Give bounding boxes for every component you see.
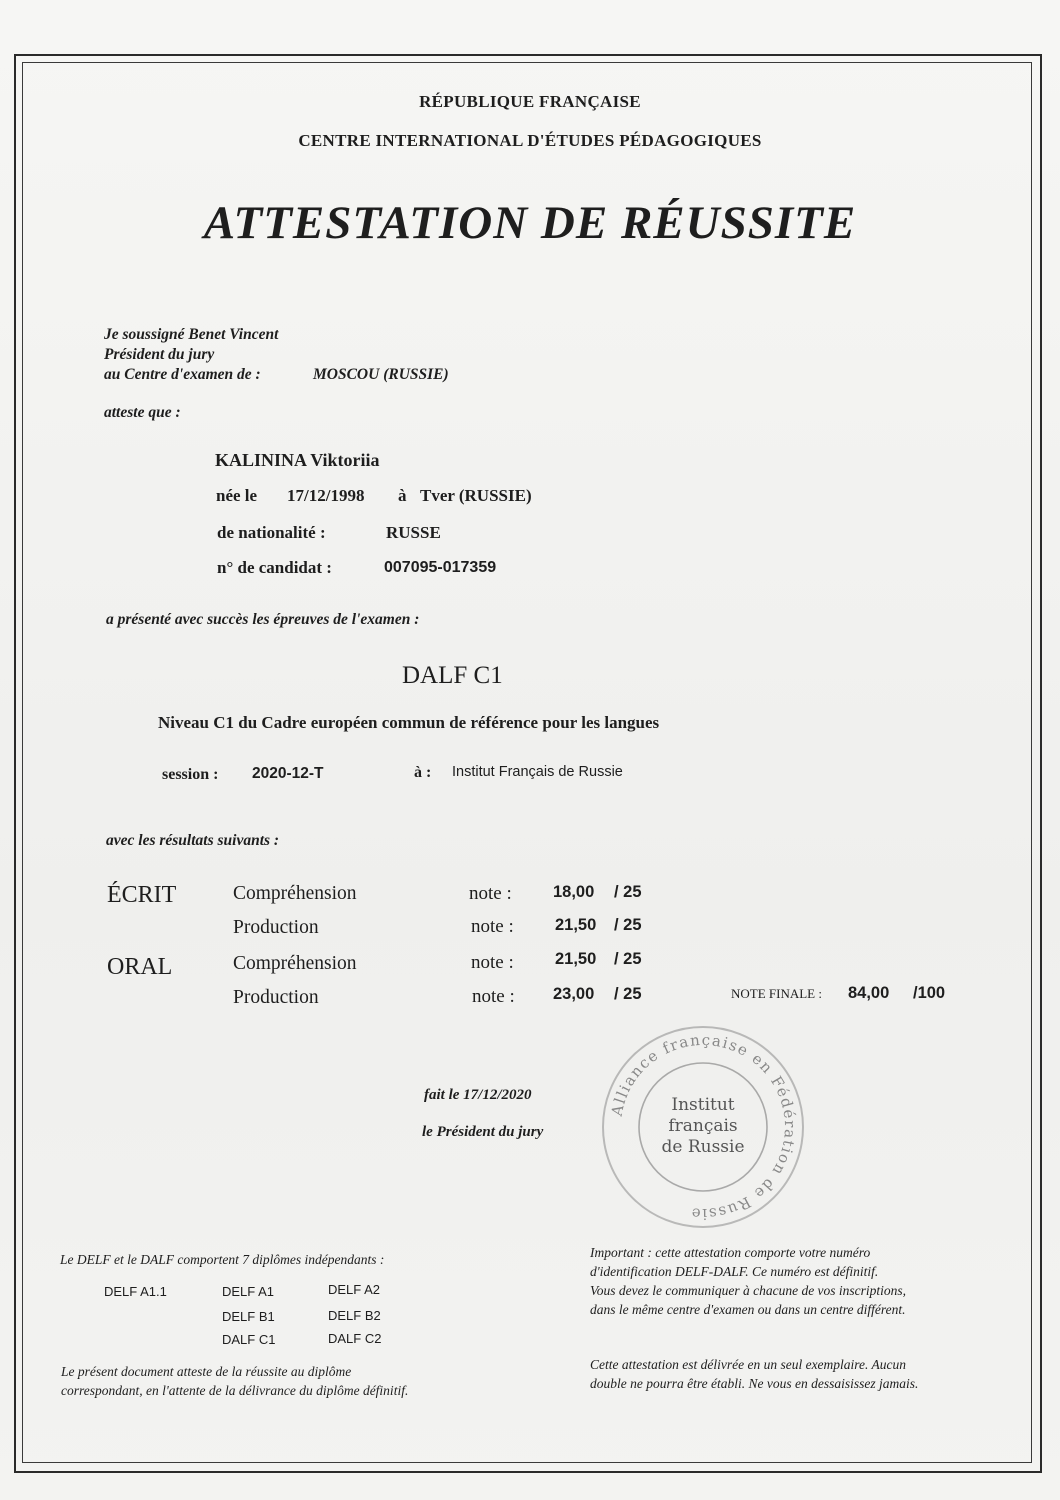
session-label: session : [162, 766, 219, 783]
nationality-value: RUSSE [386, 523, 441, 542]
ecrit-section-label: ÉCRIT [107, 882, 177, 908]
stamp-line-2: français [668, 1116, 738, 1136]
important-line-3: Vous devez le communiquer à chacune de vos inscriptions, [590, 1283, 907, 1298]
born-date: 17/12/1998 [287, 486, 365, 505]
stamp-line-1: Institut [671, 1095, 735, 1115]
important-line-1: Important : cette attestation comporte votre numéro [590, 1245, 871, 1260]
result-max: / 25 [614, 950, 642, 968]
stamp-line-3: de Russie [661, 1137, 745, 1157]
presented-label: a présenté avec succès les épreuves de l'examen : [106, 611, 420, 628]
atteste-label: atteste que : [104, 404, 181, 421]
result-skill: Production [233, 987, 319, 1008]
single-copy-line-1: Cette attestation est délivrée en un seul exemplaire. Aucun [590, 1357, 907, 1372]
diploma-item: DELF B2 [328, 1308, 381, 1323]
candidate-name: KALININA Viktoriia [215, 450, 380, 470]
page-title: ATTESTATION DE RÉUSSITE [203, 197, 857, 249]
single-copy-line-2: double ne pourra être établi. Ne vous en dessaisissez jamais. [590, 1376, 919, 1391]
candidate-number-label: n° de candidat : [217, 558, 332, 577]
place-label: à : [414, 764, 432, 781]
final-score-max: /100 [913, 984, 946, 1002]
place-value: Institut Français de Russie [452, 764, 623, 780]
oral-section-label: ORAL [107, 954, 173, 980]
result-skill: Compréhension [233, 883, 357, 904]
result-score: 18,00 [553, 883, 595, 901]
diploma-item: DELF A1.1 [104, 1284, 167, 1299]
declarant-name: Je soussigné Benet Vincent [104, 326, 279, 343]
result-score: 23,00 [553, 985, 595, 1003]
result-score: 21,50 [555, 916, 597, 934]
exam-level: Niveau C1 du Cadre européen commun de référence pour les langues [158, 713, 660, 732]
exam-name: DALF C1 [402, 662, 503, 689]
note-label: note : [471, 952, 514, 973]
nationality-label: de nationalité : [217, 523, 326, 542]
diplomas-intro: Le DELF et le DALF comportent 7 diplômes indépendants : [60, 1252, 385, 1267]
republic-heading: RÉPUBLIQUE FRANÇAISE [419, 92, 641, 111]
final-score: 84,00 [848, 984, 890, 1002]
stamp-ring-text: Alliance française en Fédération de Russie [607, 1030, 800, 1224]
provisional-note-line-1: Le présent document atteste de la réussite au diplôme [61, 1364, 352, 1379]
final-score-label: NOTE FINALE : [731, 986, 822, 1001]
diploma-item: DELF B1 [222, 1309, 275, 1324]
candidate-number: 007095-017359 [384, 559, 497, 576]
result-skill: Compréhension [233, 953, 357, 974]
important-line-4: dans le même centre d'examen ou dans un centre différent. [590, 1302, 906, 1317]
diploma-item: DELF A2 [328, 1282, 381, 1297]
diploma-item: DALF C2 [328, 1331, 382, 1346]
institut-stamp [598, 1022, 808, 1232]
result-max: / 25 [614, 985, 642, 1003]
results-intro: avec les résultats suivants : [106, 832, 280, 849]
provisional-note-line-2: correspondant, en l'attente de la délivrance du diplôme définitif. [61, 1383, 409, 1398]
session-value: 2020-12-T [252, 765, 324, 782]
result-max: / 25 [614, 883, 642, 901]
note-label: note : [472, 986, 515, 1007]
diploma-item: DALF C1 [222, 1332, 276, 1347]
born-label: née le [216, 486, 258, 505]
born-place-label: à [398, 486, 407, 505]
exam-centre-value: MOSCOU (RUSSIE) [313, 366, 449, 383]
result-max: / 25 [614, 916, 642, 934]
note-label: note : [469, 883, 512, 904]
born-place: Tver (RUSSIE) [420, 486, 532, 505]
signature-role: le Président du jury [422, 1124, 544, 1140]
result-score: 21,50 [555, 950, 597, 968]
note-label: note : [471, 916, 514, 937]
important-line-2: d'identification DELF-DALF. Ce numéro est définitif. [590, 1264, 879, 1279]
signature-date: fait le 17/12/2020 [424, 1087, 532, 1103]
result-skill: Production [233, 917, 319, 938]
exam-centre-label: au Centre d'examen de : [104, 366, 261, 383]
ciep-heading: CENTRE INTERNATIONAL D'ÉTUDES PÉDAGOGIQUES [298, 131, 762, 150]
diploma-item: DELF A1 [222, 1284, 275, 1299]
declarant-role: Président du jury [104, 346, 215, 363]
